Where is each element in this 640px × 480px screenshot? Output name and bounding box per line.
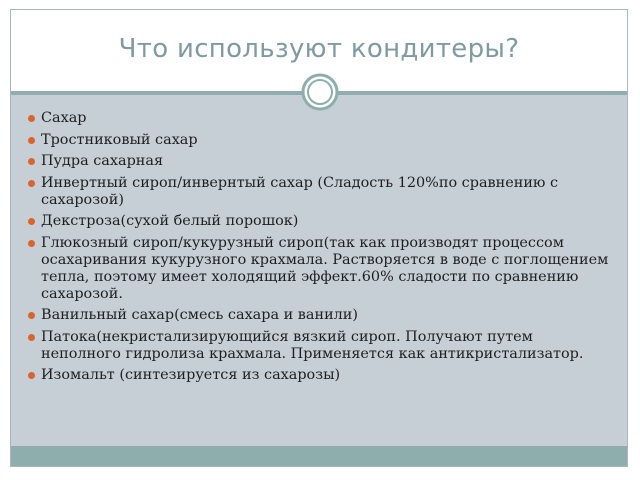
bullet-item: Сахар <box>28 110 611 127</box>
bullet-dot-icon <box>28 180 35 187</box>
bullet-dot-icon <box>28 158 35 165</box>
bullet-item: Тростниковый сахар <box>28 132 611 149</box>
bullet-item: Патока(некристализирующийся вязкий сироп. Получают путем неполного гидролиза крахмала. Применяется как антикристализатор. <box>28 329 611 363</box>
bullet-item: Инвертный сироп/инвернтый сахар (Сладость 120%по сравнению с сахарозой) <box>28 175 611 209</box>
bullet-dot-icon <box>28 240 35 247</box>
bullet-dot-icon <box>28 218 35 225</box>
bullet-item: Декстроза(сухой белый порошок) <box>28 213 611 230</box>
circle-ornament-icon <box>301 73 339 111</box>
bullet-dot-icon <box>28 334 35 341</box>
bullet-item: Изомальт (синтезируется из сахарозы) <box>28 367 611 384</box>
bullet-item: Глюкозный сироп/кукурузный сироп(так как производят процессом осахаривания кукурузного крахмала. Растворяется в воде с поглощением тепла, поэтому имеет холодящий эффект.60% сладости по сравнению сахарозой. <box>28 235 611 303</box>
bullet-item: Пудра сахарная <box>28 153 611 170</box>
bullet-item: Ванильный сахар(смесь сахара и ванили) <box>28 307 611 324</box>
slide-title: Что используют кондитеры? <box>118 34 520 64</box>
bullet-list <box>11 110 611 384</box>
bullet-dot-icon <box>28 312 35 319</box>
slide-content <box>11 110 611 389</box>
bullet-dot-icon <box>28 372 35 379</box>
slide <box>10 9 628 467</box>
bullet-dot-icon <box>28 115 35 122</box>
bullet-dot-icon <box>28 137 35 144</box>
footer-band <box>11 446 627 466</box>
